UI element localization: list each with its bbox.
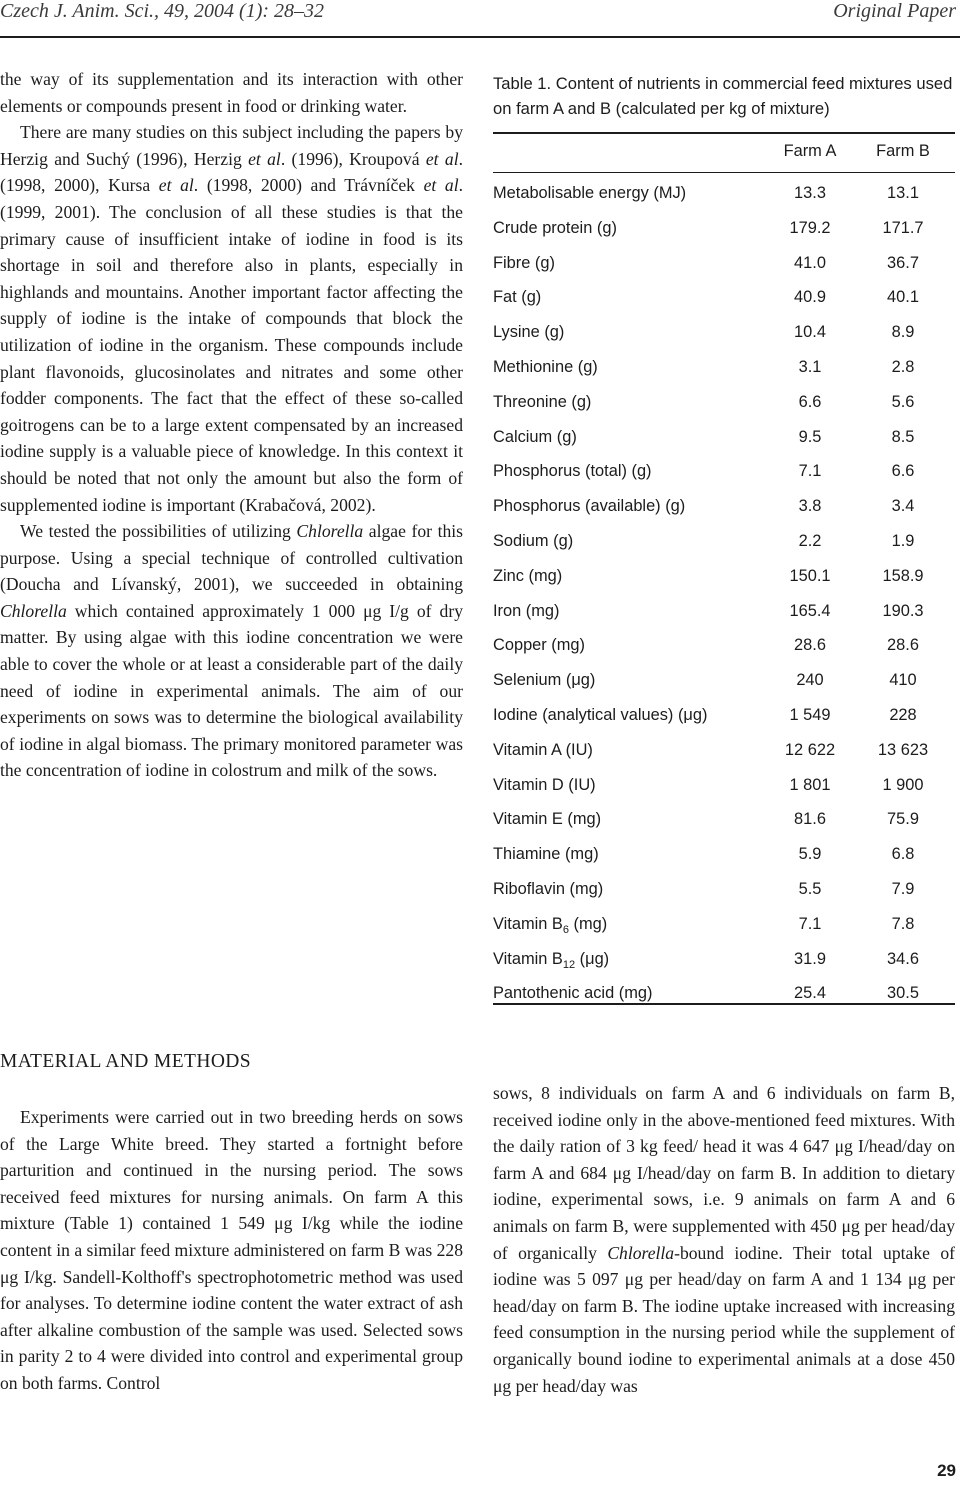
paragraph: sows, 8 individuals on farm A and 6 individuals on farm B, received iodine only in the above-mentioned feed mixtures. With the daily ration of 3 kg feed/ head it was 4 647 μg I/head/day on farm A and 684 μg I/head/day on farm B. In addition to dietary iodine, experimental sows, i.e. 9 animals on farm A and 6 animals on farm B, were supplemented with 450 μg per head/day of organically Chlorella-bound iodine. Their total uptake of iodine was 5 097 μg per head/day on farm A and 1 134 μg per head/day on farm B. The iodine uptake increased with increasing feed consumption in the nursing period while the supplement of organically bound iodine to experimental animals at a dose 450 μg per head/day was [493, 1083, 955, 1396]
table-header-rule [493, 172, 955, 173]
cell-farm-b: 8.9 [891, 323, 915, 342]
cell-farm-b: 13.1 [887, 184, 919, 202]
row-label: Pantothenic acid (mg) [493, 984, 653, 1003]
table-top-rule [493, 132, 955, 134]
table-row [493, 559, 955, 594]
cell-farm-b: 158.9 [882, 566, 924, 585]
table-row [493, 907, 955, 942]
running-header [0, 0, 960, 28]
journal-citation: Czech J. Anim. Sci., 49, 2004 (1): 28–32 [0, 0, 325, 22]
row-label: Fibre (g) [493, 253, 555, 272]
cell-farm-a: 5.5 [798, 879, 822, 898]
row-label: Iodine (analytical values) (μg) [493, 705, 708, 724]
table-row [493, 176, 955, 211]
table-row [493, 454, 955, 489]
row-label: Lysine (g) [493, 323, 565, 342]
cell-farm-b: 75.9 [887, 810, 919, 829]
cell-farm-a: 12 622 [784, 740, 836, 759]
cell-farm-b: 7.9 [891, 879, 915, 898]
table-row [493, 489, 955, 524]
paragraph: the way of its supplementation and its interaction with other elements or compounds present in food or drinking water. [0, 69, 463, 116]
cell-farm-a: 2.2 [798, 531, 822, 550]
row-label: Vitamin E (mg) [493, 810, 602, 829]
cell-farm-a: 3.1 [798, 357, 822, 376]
table-row [493, 872, 955, 907]
section-title: MATERIAL AND METHODS [0, 1051, 252, 1072]
methods-left-text [0, 1104, 463, 1397]
table-row [493, 315, 955, 350]
table-row [493, 976, 955, 1011]
table-row [493, 594, 955, 629]
cell-farm-b: 36.7 [887, 253, 919, 272]
table-row [493, 802, 955, 837]
row-label: Metabolisable energy (MJ) [493, 184, 687, 202]
row-label: Phosphorus (available) (g) [493, 497, 686, 516]
row-label: Threonine (g) [493, 392, 592, 411]
methods-right-text [493, 1080, 955, 1399]
cell-farm-a: 165.4 [789, 601, 831, 620]
row-label: Selenium (μg) [493, 671, 596, 690]
header-rule [0, 36, 960, 38]
row-label: Vitamin $B_{12}$ (μg) [493, 949, 610, 971]
cell-farm-a: 7.1 [798, 914, 822, 933]
cell-farm-a: 179.2 [789, 218, 831, 237]
cell-farm-b: 30.5 [887, 984, 919, 1003]
paragraph: There are many studies on this subject including the papers by Herzig and Suchý (1996), Herzig et al. (1996), Kroupová et al. (1998, 2000), Kursa et al. (1998, 2000) and Trávníček et al. (1999, 2001). The conclusion of all these studies is that the primary cause of insufficient intake of iodine in food is its shortage in soil and therefore also in plants, especially in highlands and mountains. Another important factor affecting the supply of iodine is the intake of compounds that block the utilization of iodine in the organism. These compounds include plant flavonoids, glucosinolates and nitrates and some other fodder components. The fact that the effect of these so-called goitrogens can be to a large extent compensated by an increased iodine supply is a valuable piece of knowledge. In this context it should be noted that not only the amount but also the form of supplemented iodine is important (Krabačová, 2002). [0, 122, 464, 515]
cell-farm-a: 28.6 [794, 636, 826, 655]
cell-farm-a: 40.9 [794, 288, 826, 307]
cell-farm-a: 5.9 [798, 845, 822, 864]
table-row [493, 628, 955, 663]
cell-farm-a: 81.6 [794, 810, 826, 829]
cell-farm-b: 34.6 [887, 949, 919, 968]
row-label: Crude protein (g) [493, 218, 617, 237]
row-label: Copper (mg) [493, 636, 585, 655]
table-row [493, 768, 955, 803]
cell-farm-b: 3.4 [891, 497, 915, 516]
cell-farm-a: 25.4 [794, 984, 826, 1003]
cell-farm-b: 6.6 [891, 462, 915, 481]
cell-farm-b: 5.6 [891, 392, 915, 411]
cell-farm-a: 7.1 [798, 462, 822, 481]
table-row [493, 524, 955, 559]
row-label: Vitamin $B_6$ (mg) [493, 914, 608, 936]
row-label: Methionine (g) [493, 357, 598, 376]
row-label: Zinc (mg) [493, 566, 563, 585]
cell-farm-a: 1 549 [789, 705, 831, 724]
cell-farm-a: 150.1 [789, 566, 831, 585]
table-row [493, 733, 955, 768]
cell-farm-a: 1 801 [789, 775, 831, 794]
cell-farm-b: 1 900 [882, 775, 924, 794]
table-row [493, 837, 955, 872]
table-row [493, 350, 955, 385]
cell-farm-b: 228 [889, 705, 917, 724]
row-label: Calcium (g) [493, 427, 577, 446]
cell-farm-b: 190.3 [882, 601, 924, 620]
table-row [493, 663, 955, 698]
table-row [493, 211, 955, 246]
table-row [493, 698, 955, 733]
row-label: Riboflavin (mg) [493, 879, 604, 898]
row-label: Thiamine (mg) [493, 845, 599, 864]
row-label: Phosphorus (total) (g) [493, 462, 652, 481]
cell-farm-b: 13 623 [877, 740, 929, 759]
cell-farm-b: 1.9 [891, 531, 915, 550]
cell-farm-a: 13.3 [794, 184, 826, 202]
cell-farm-a: 10.4 [794, 323, 826, 342]
column-header-farm-a: Farm A [783, 142, 837, 160]
paragraph: Experiments were carried out in two breeding herds on sows of the Large White breed. They started a fortnight before parturition and continued in the nursing period. The sows received feed mixtures for nursing animals. On farm A this mixture (Table 1) contained 1 549 μg I/kg while the iodine content in a similar feed mixture administered on farm B was 228 μg I/kg. Sandell-Kolthoff's spectrophotometric method was used for analyses. To determine iodine content the water extract of ash after alkaline combustion of the sample was used. Selected sows in parity 2 to 4 were divided into control and experimental group on both farms. Control [0, 1107, 463, 1393]
paragraph: We tested the possibilities of utilizing Chlorella algae for this purpose. Using a special technique of controlled cultivation (Doucha and Lívanský, 2001), we succeeded in obtaining Chlorella which contained approximately 1 000 μg I/g of dry matter. By using algae with this iodine concentration we were able to cover the whole or at least a considerable part of the daily need of iodine in experimental animals. The aim of our experiments on sows was to determine the biological availability of iodine in algal biomass. The primary monitored parameter was the concentration of iodine in colostrum and milk of the sows. [0, 521, 463, 781]
table-row [493, 385, 955, 420]
column-header-farm-b: Farm B [876, 142, 930, 160]
cell-farm-b: 40.1 [887, 288, 919, 307]
cell-farm-b: 7.8 [891, 914, 915, 933]
cell-farm-b: 410 [889, 671, 917, 690]
row-label: Iron (mg) [493, 601, 560, 620]
cell-farm-a: 41.0 [794, 253, 826, 272]
left-column-text [0, 66, 463, 784]
cell-farm-b: 2.8 [891, 357, 915, 376]
cell-farm-b: 171.7 [882, 218, 924, 237]
cell-farm-a: 31.9 [794, 949, 826, 968]
cell-farm-b: 8.5 [891, 427, 915, 446]
row-label: Sodium (g) [493, 531, 574, 550]
cell-farm-a: 6.6 [798, 392, 822, 411]
cell-farm-a: 240 [796, 671, 824, 690]
table-row [493, 942, 955, 977]
paper-type-label: Original Paper [833, 0, 956, 22]
row-label: Vitamin A (IU) [493, 740, 593, 759]
table-bottom-rule [493, 1003, 955, 1005]
cell-farm-b: 28.6 [887, 636, 919, 655]
table-caption: Table 1. Content of nutrients in commercial feed mixtures used on farm A and B (calculated per kg of mixture) [493, 74, 953, 118]
table-row [493, 420, 955, 455]
cell-farm-a: 3.8 [798, 497, 822, 516]
page-number: 29 [937, 1461, 956, 1480]
table-header [493, 142, 955, 168]
table-row [493, 246, 955, 281]
cell-farm-b: 6.8 [891, 845, 915, 864]
row-label: Vitamin D (IU) [493, 775, 596, 794]
row-label: Fat (g) [493, 288, 542, 307]
table-row [493, 280, 955, 315]
cell-farm-a: 9.5 [798, 427, 822, 446]
table-body [493, 176, 955, 1011]
